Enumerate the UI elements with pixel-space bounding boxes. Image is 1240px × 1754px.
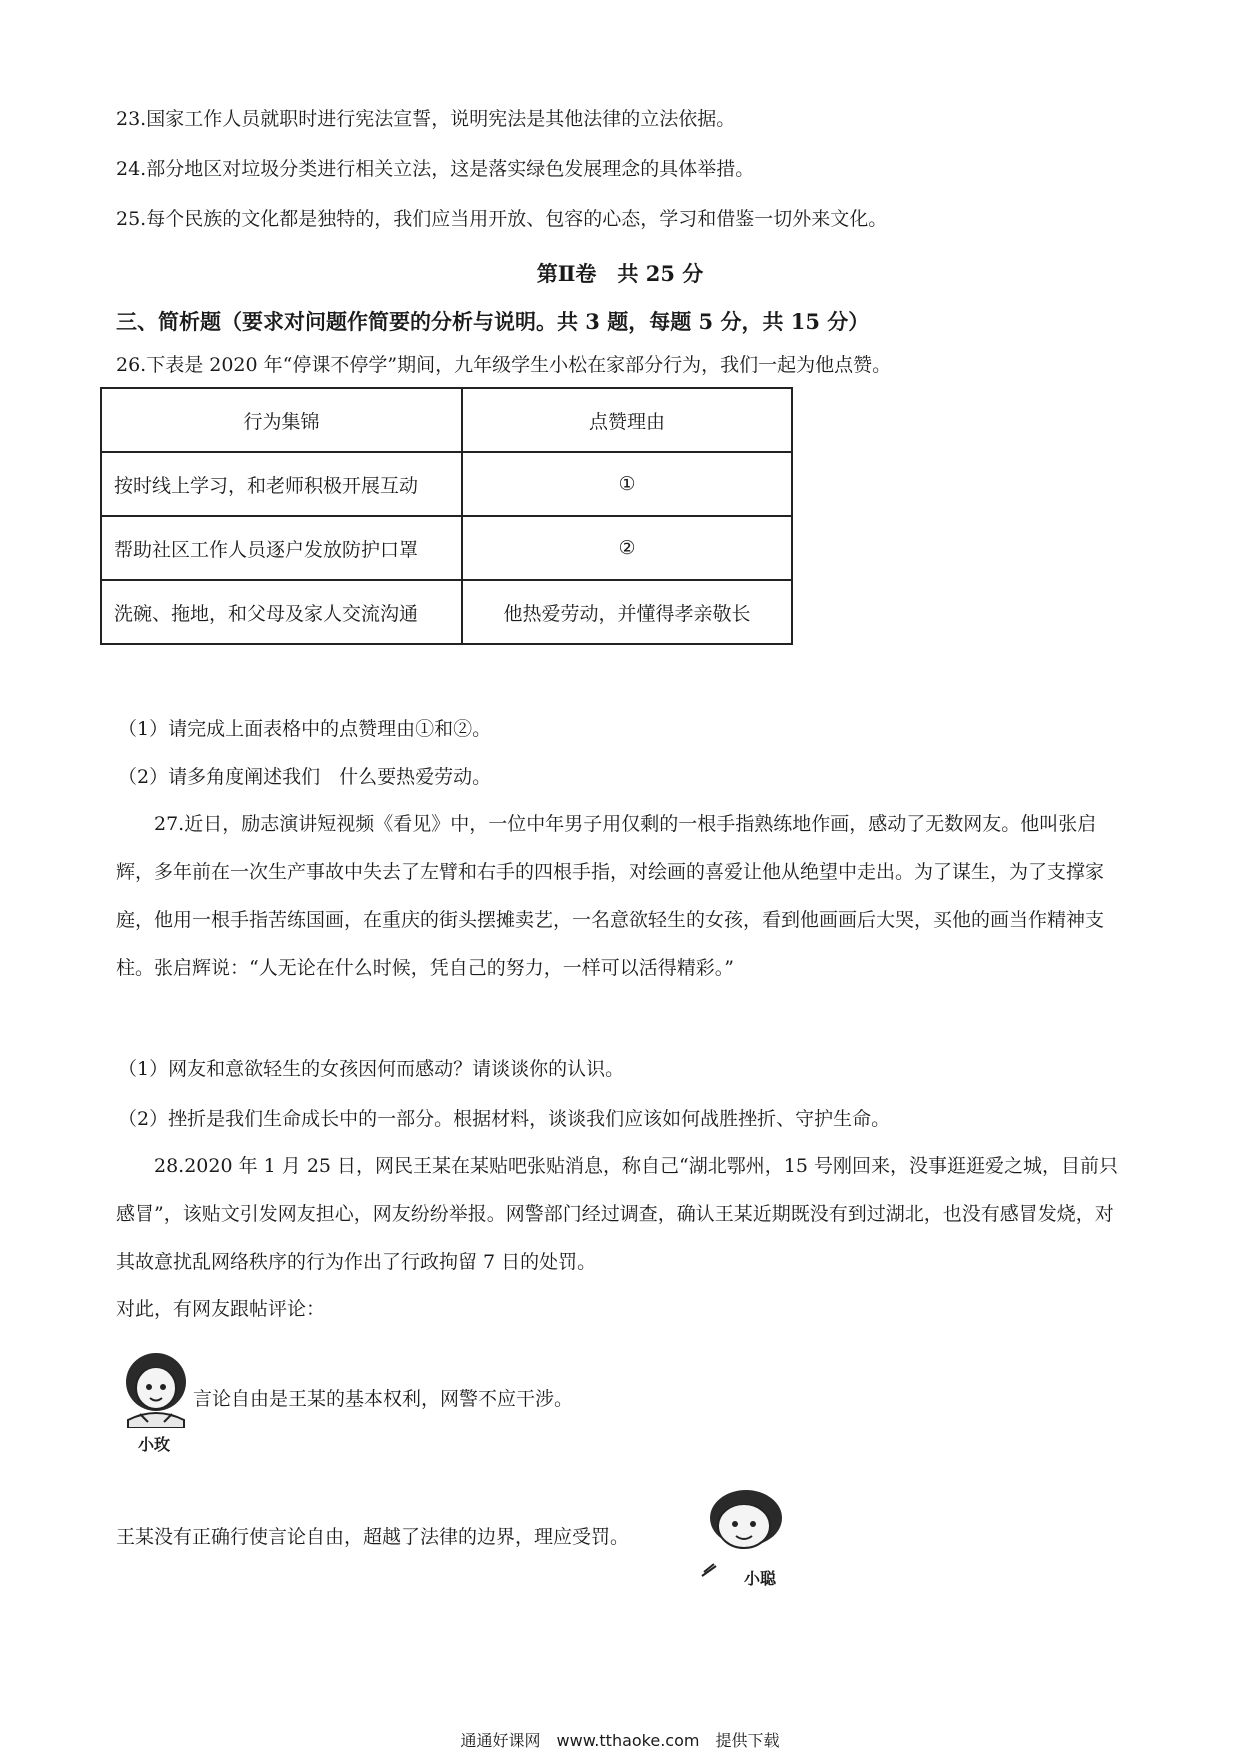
xiaocong-comment: 王某没有正确行使言论自由，超越了法律的边界，理应受罚。 — [116, 1526, 630, 1548]
pointer-mark-icon — [700, 1562, 720, 1578]
table-cell: 洗碗、拖地，和父母及家人交流沟通 — [101, 580, 462, 644]
comment-intro: 对此，有网友跟帖评论： — [116, 1298, 326, 1320]
question-23: 23.国家工作人员就职时进行宪法宣誓，说明宪法是其他法律的立法依据。 — [116, 108, 736, 130]
question-25: 25.每个民族的文化都是独特的，我们应当用开放、包容的心态，学习和借鉴一切外来文化。 — [116, 208, 888, 230]
xiaocong-name: 小聪 — [744, 1569, 777, 1588]
section-3-title: 三、简析题（要求对问题作简要的分析与说明。共 3 题，每题 5 分，共 15 分） — [116, 309, 870, 334]
xiaomei-comment: 言论自由是王某的基本权利，网警不应干涉。 — [193, 1388, 574, 1410]
question-26-stem: 26.下表是 2020 年“停课不停学”期间，九年级学生小松在家部分行为，我们一起为他点赞。 — [116, 354, 892, 376]
table-row — [101, 580, 792, 644]
question-26-sub2: （2）请多角度阐述我们 什么要热爱劳动。 — [118, 766, 492, 788]
table-header: 点赞理由 — [462, 388, 792, 452]
page-footer: 通通好课网 www.tthaoke.com 提供下载 — [460, 1731, 780, 1750]
behavior-table — [100, 387, 793, 645]
table-row — [101, 516, 792, 580]
question-28-material: 28.2020 年 1 月 25 日，网民王某在某贴吧张贴消息，称自己“湖北鄂州，15 号刚回来，没事逛逛爱之城，目前只感冒”，该贴文引发网友担心，网友纷纷举报。网警部门经过调查，确认王某近期既没有到过湖北，也没有感冒发烧，对其故意扰乱网络秩序的行为作出了行政拘留 7 日的处罚。 — [116, 1155, 1118, 1273]
table-cell: ② — [462, 516, 792, 580]
table-header-row — [101, 388, 792, 452]
question-27-sub2: （2）挫折是我们生命成长中的一部分。根据材料，谈谈我们应该如何战胜挫折、守护生命。 — [118, 1108, 891, 1130]
question-24: 24.部分地区对垃圾分类进行相关立法，这是落实绿色发展理念的具体举措。 — [116, 158, 755, 180]
question-26-sub1: （1）请完成上面表格中的点赞理由①和②。 — [118, 718, 492, 740]
table-header: 行为集锦 — [101, 388, 462, 452]
question-27-material: 27.近日，励志演讲短视频《看见》中，一位中年男子用仅剩的一根手指熟练地作画，感动了无数网友。他叫张启辉，多年前在一次生产事故中失去了左臂和右手的四根手指，对绘画的喜爱让他从绝望中走出。为了谋生，为了支撑家庭，他用一根手指苦练国画，在重庆的街头摆摊卖艺，一名意欲轻生的女孩，看到他画画后大哭，买他的画当作精神支柱。张启辉说：“人无论在什么时候，凭自己的努力，一样可以活得精彩。” — [116, 813, 1105, 979]
question-27-sub1: （1）网友和意欲轻生的女孩因何而感动？请谈谈你的认识。 — [118, 1058, 625, 1080]
table-cell: 按时线上学习，和老师积极开展互动 — [101, 452, 462, 516]
table-cell: 他热爱劳动，并懂得孝亲敬长 — [462, 580, 792, 644]
part-2-title: 第Ⅱ卷 共 25 分 — [536, 261, 704, 286]
table-cell: 帮助社区工作人员逐户发放防护口罩 — [101, 516, 462, 580]
xiaocong-avatar — [702, 1488, 788, 1558]
table-row — [101, 452, 792, 516]
table-cell: ① — [462, 452, 792, 516]
xiaomei-avatar — [120, 1350, 192, 1428]
xiaomei-name: 小玫 — [138, 1435, 171, 1454]
